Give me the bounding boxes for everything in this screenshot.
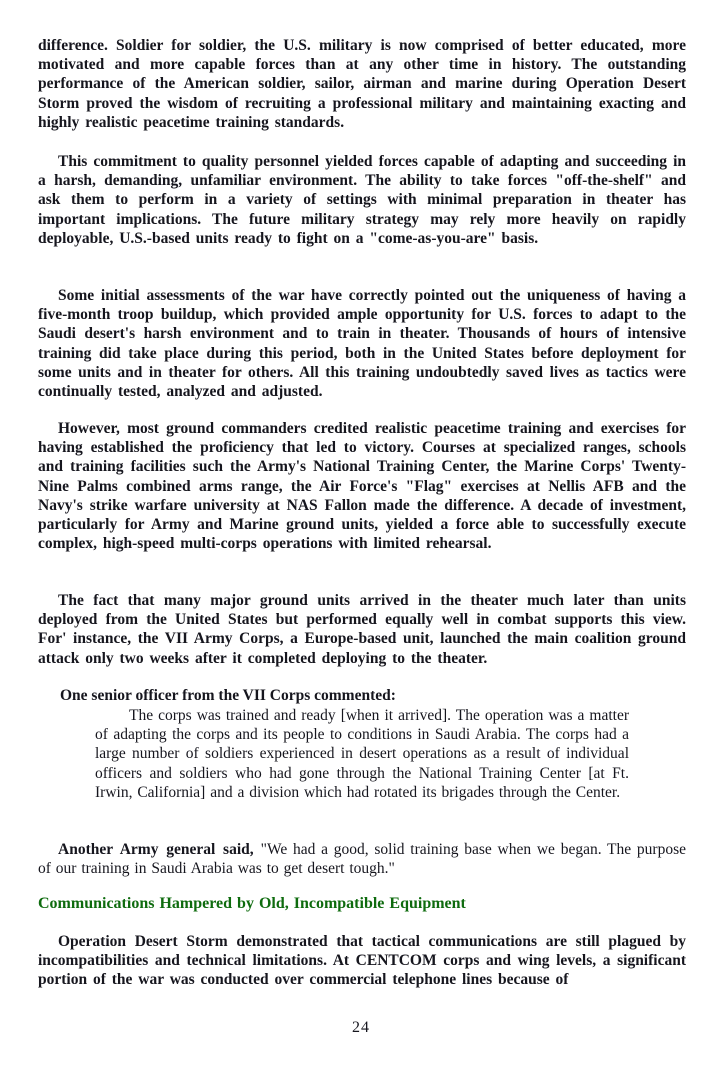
closing-paragraph: Operation Desert Storm demonstrated that tactical communications are still plagued by incompatibilities and technical limitations. At CENTCOM corps and wing levels, a significant portion of the war was conducted over commercial telephone lines because of bbox=[38, 933, 686, 989]
officer-block-quote: The corps was trained and ready [when it arrived]. The operation was a matter of adapting the corps and its people to conditions in Saudi Arabia. The corps had a large number of soldiers experienced in desert operations as a result of individual officers and soldiers who had gone through the National Training Center [at Ft. Irwin, California] and a division which had rotated its brigades through the Center. bbox=[95, 707, 629, 801]
body-paragraph-3: Some initial assessments of the war have correctly pointed out the uniqueness of having a five-month troop buildup, which provided ample opportunity for U.S. forces to adapt to the Saudi desert's harsh environment and to train in theater. Thousands of hours of intensive training did take place during this period, both in the United States before deployment for some units and in theater for others. All this training undoubtedly saved lives as tactics were continually tested, analyzed and adjusted. bbox=[38, 287, 686, 401]
general-quote-text: "We had a good, solid training base when we began. The purpose of our training in Saudi Arabia was to get desert tough." bbox=[38, 841, 686, 878]
general-quote-paragraph bbox=[38, 840, 686, 878]
body-paragraph-5: The fact that many major ground units arrived in the theater much later than units deployed from the United States but performed equally well in combat supports this view. For' instance, the VII Army Corps, a Europe-based unit, launched the main coalition ground attack only two weeks after it completed deploying to the theater. bbox=[38, 592, 686, 667]
quote-attribution-line: One senior officer from the VII Corps commented: bbox=[60, 687, 396, 704]
body-paragraph-1: difference. Soldier for soldier, the U.S. military is now comprised of better educated, more motivated and more capable forces than at any other time in history. The outstanding performance of the American soldier, sailor, airman and marine during Operation Desert Storm proved the wisdom of recruiting a professional military and maintaining exacting and highly realistic peacetime training standards. bbox=[38, 37, 686, 131]
body-paragraph-2: This commitment to quality personnel yielded forces capable of adapting and succeeding in a harsh, demanding, unfamiliar environment. The ability to take forces "off-the-shelf" and ask them to perform in a variety of settings with minimal preparation in theater has important implications. The future military strategy may rely more heavily on rapidly deployable, U.S.-based units ready to fight on a "come-as-you-are" basis. bbox=[38, 153, 686, 247]
section-heading-communications: Communications Hampered by Old, Incompatible Equipment bbox=[38, 895, 466, 912]
page-number: 24 bbox=[352, 1019, 370, 1036]
body-paragraph-4: However, most ground commanders credited realistic peacetime training and exercises for having established the proficiency that led to victory. Courses at specialized ranges, schools and training facilities such the Army's National Training Center, the Marine Corps' Twenty-Nine Palms combined arms range, the Air Force's "Flag" exercises at Nellis AFB and the Navy's strike warfare university at NAS Fallon made the difference. A decade of investment, particularly for Army and Marine ground units, yielded a force able to successfully execute complex, high-speed multi-corps operations with limited rehearsal. bbox=[38, 420, 686, 553]
general-quote-lead: Another Army general said, bbox=[58, 841, 254, 858]
